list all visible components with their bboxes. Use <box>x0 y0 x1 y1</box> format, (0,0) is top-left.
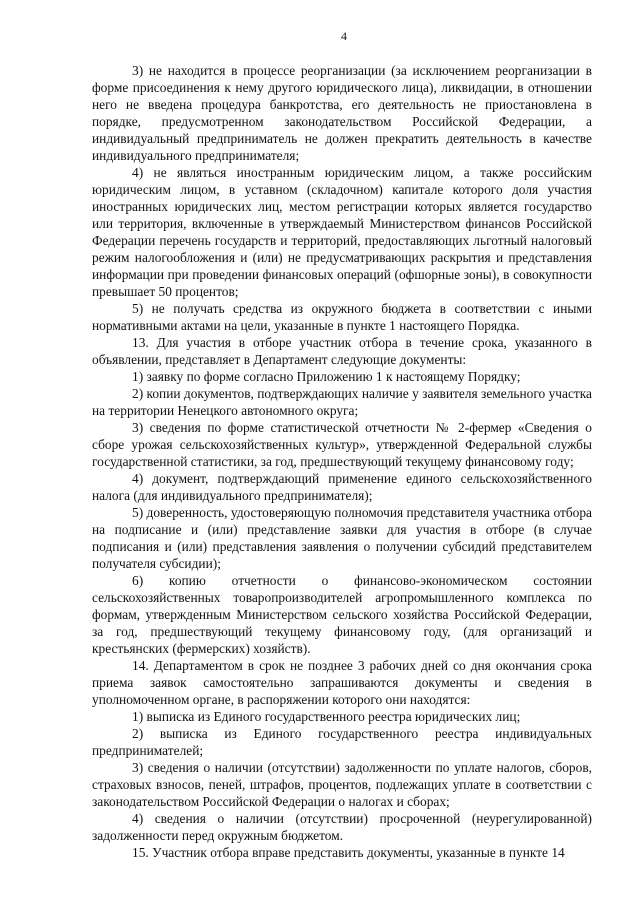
paragraph-clause-14-item-3: 3) сведения о наличии (отсутствии) задолженности по уплате налогов, сборов, страховых взносов, пеней, штрафов, процентов, подлежащих уплате в соответствии с законодательством Российской Федерации о налогах и сборах; <box>92 760 592 809</box>
paragraph-clause-13-item-5: 5) доверенность, удостоверяющую полномочия представителя участника отбора на подписание и (или) представление заявки для участия в отборе (в случае подписания и (или) представления заявления о получении субсидий представителем получателя субсидии); <box>92 505 592 571</box>
paragraph-clause-13-item-2: 2) копии документов, подтверждающих наличие у заявителя земельного участка на территории Ненецкого автономного округа; <box>92 386 592 418</box>
paragraph-item-4-foreign-entity: 4) не являться иностранным юридическим лицом, а также российским юридическим лицом, в уставном (складочном) капитале которого доля участия иностранных юридических лиц, местом регистрации которых является государство или территория, включенные в утверждаемый Министерством финансов Российской Федерации перечень государств и территорий, предоставляющих льготный налоговый режим налогообложения и (или) не предусматривающих раскрытия и представления информации при проведении финансовых операций (офшорные зоны), в совокупности превышает 50 процентов; <box>92 165 592 299</box>
paragraph-clause-13: 13. Для участия в отборе участник отбора в течение срока, указанного в объявлении, представляет в Департамент следующие документы: <box>92 335 592 367</box>
paragraph-clause-14-item-2: 2) выписка из Единого государственного реестра индивидуальных предпринимателей; <box>92 726 592 758</box>
paragraph-clause-15: 15. Участник отбора вправе представить документы, указанные в пункте 14 <box>132 845 565 860</box>
document-page <box>92 28 592 861</box>
paragraph-item-5-budget-funds: 5) не получать средства из окружного бюджета в соответствии с иными нормативными актами на цели, указанные в пункте 1 настоящего Порядка. <box>92 301 592 333</box>
paragraph-clause-13-item-6: 6) копию отчетности о финансово-экономическом состоянии сельскохозяйственных товаропроизводителей агропромышленного комплекса по формам, утвержденным Министерством сельского хозяйства Российской Федерации, за год, предшествующий текущему финансовому году, (для организаций и крестьянских (фермерских) хозяйств). <box>92 573 592 656</box>
page-number: 4 <box>341 29 347 43</box>
paragraph-clause-14-item-1: 1) выписка из Единого государственного реестра юридических лиц; <box>132 709 521 724</box>
paragraph-clause-13-item-1: 1) заявку по форме согласно Приложению 1 к настоящему Порядку; <box>132 369 521 384</box>
paragraph-item-3-reorganization: 3) не находится в процессе реорганизации (за исключением реорганизации в форме присоединения к нему другого юридического лица), ликвидации, в отношении него не введена процедура банкротства, его деятельность не приостановлена в порядке, предусмотренном законодательством Российской Федерации, а индивидуальный предприниматель не должен прекратить деятельность в качестве индивидуального предпринимателя; <box>92 63 592 163</box>
paragraph-clause-13-item-3: 3) сведения по форме статистической отчетности № 2-фермер «Сведения о сборе урожая сельскохозяйственных культур», утвержденной Федеральной службы государственной статистики, за год, предшествующий текущему финансовому году; <box>92 420 592 469</box>
paragraph-clause-14: 14. Департаментом в срок не позднее 3 рабочих дней со дня окончания срока приема заявок самостоятельно запрашиваются документы и сведения в уполномоченном органе, в распоряжении которого они находятся: <box>92 658 592 707</box>
paragraph-clause-13-item-4: 4) документ, подтверждающий применение единого сельскохозяйственного налога (для индивидуального предпринимателя); <box>92 471 592 503</box>
paragraph-clause-14-item-4: 4) сведения о наличии (отсутствии) просроченной (неурегулированной) задолженности перед окружным бюджетом. <box>92 811 592 843</box>
